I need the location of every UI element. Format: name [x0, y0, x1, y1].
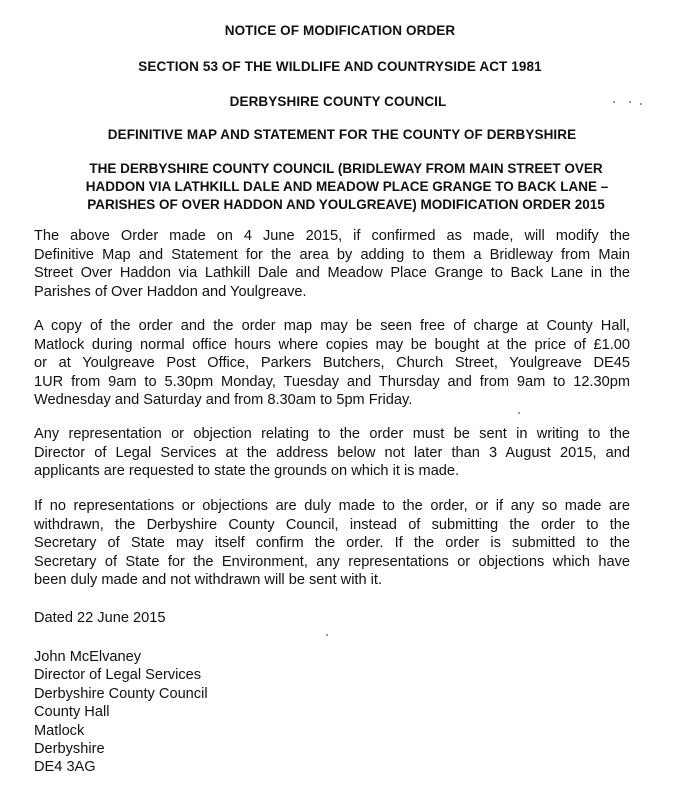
paragraph-line: Matlock during normal office hours where copies may be bought at the price of £1.00 [34, 336, 630, 353]
address-line: Matlock [34, 722, 85, 739]
paragraph-line: Secretary of State for the Environment, any representations or objections which have [34, 553, 630, 570]
paragraph-line: Parishes of Over Haddon and Youlgreave. [34, 283, 307, 300]
signature-block [34, 648, 208, 777]
council-heading: DERBYSHIRE COUNTY COUNCIL [229, 94, 447, 109]
paragraph-line: 1UR from 9am to 5.30pm Monday, Tuesday and Thursday and from 9am to 12.30pm [34, 373, 630, 390]
paragraph-line: applicants are requested to state the grounds on which it is made. [34, 463, 460, 479]
signatory-title: Director of Legal Services [34, 667, 202, 684]
signatory-name: John McElvaney [34, 649, 142, 665]
paragraph-line: If no representations or objections are duly made to the order, or if any so made are [34, 498, 630, 514]
order-title-line-3: PARISHES OF OVER HADDON AND YOULGREAVE) MODIFICATION ORDER 2015 [87, 197, 605, 212]
postcode: DE4 3AG [34, 759, 96, 776]
section-heading: SECTION 53 OF THE WILDLIFE AND COUNTRYSIDE ACT 1981 [138, 59, 542, 74]
order-title-line-2: HADDON VIA LATHKILL DALE AND MEADOW PLACE GRANGE TO BACK LANE – [85, 179, 609, 194]
paragraph-line: Wednesday and Saturday and from 8.30am to 5pm Friday. [34, 392, 413, 408]
definitive-map-heading: DEFINITIVE MAP AND STATEMENT FOR THE COUNTY OF DERBYSHIRE [107, 127, 577, 142]
paragraph-line: or at Youlgreave Post Office, Parkers Butchers, Church Street, Youlgreave DE45 [34, 355, 630, 371]
confirmation-paragraph [34, 497, 630, 590]
paragraph-line: Street Over Haddon via Lathkill Dale and Meadow Place Grange to Back Lane in the [34, 265, 630, 281]
inspection-paragraph [34, 317, 630, 410]
paragraph-line: Any representation or objection relating to the order must be sent in writing to the [34, 426, 630, 442]
order-title-line-1: THE DERBYSHIRE COUNTY COUNCIL (BRIDLEWAY FROM MAIN STREET OVER [89, 161, 603, 176]
scan-speck [326, 634, 328, 636]
scan-speck [640, 103, 642, 105]
address-line: County Hall [34, 704, 110, 721]
representation-paragraph [34, 425, 630, 481]
paragraph-line: Secretary of State may itself confirm the order. If the order is submitted to the [34, 535, 630, 551]
date-line: Dated 22 June 2015 [34, 610, 166, 626]
scan-speck [518, 412, 520, 414]
address-line: Derbyshire [34, 741, 105, 758]
signatory-organisation: Derbyshire County Council [34, 685, 208, 702]
scan-speck [613, 101, 615, 103]
paragraph-line: Definitive Map and Statement for the area by adding to them a Bridleway from Main [34, 246, 630, 263]
notice-heading: NOTICE OF MODIFICATION ORDER [224, 23, 456, 38]
paragraph-line: A copy of the order and the order map may be seen free of charge at County Hall, [34, 318, 630, 334]
scan-speck [629, 101, 631, 103]
order-description-paragraph [34, 227, 630, 301]
paragraph-line: Director of Legal Services at the address below not later than 3 August 2015, and [34, 444, 630, 461]
paragraph-line: been duly made and not withdrawn will be sent with it. [34, 572, 383, 588]
paragraph-line: The above Order made on 4 June 2015, if confirmed as made, will modify the [34, 228, 630, 244]
paragraph-line: withdrawn, the Derbyshire County Council, instead of submitting the order to the [34, 516, 630, 533]
